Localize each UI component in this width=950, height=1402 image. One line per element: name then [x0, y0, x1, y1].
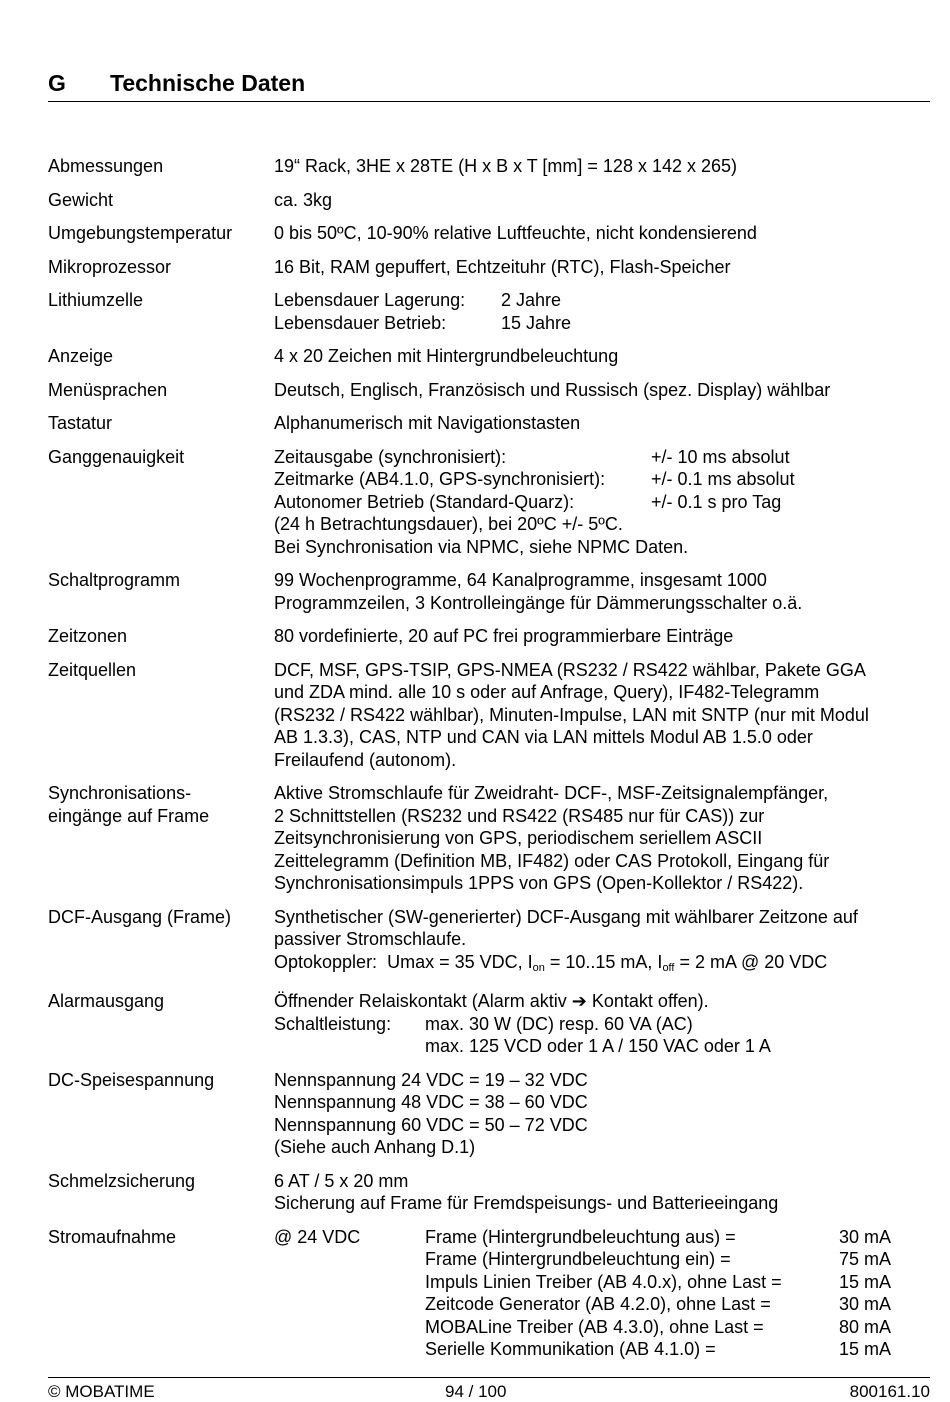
spec-label: Alarmausgang [48, 991, 165, 1011]
consumer-current: 15 mA [839, 1339, 892, 1359]
spec-value: 4 x 20 Zeichen mit Hintergrundbeleuchtung [274, 346, 619, 366]
spec-label: Gewicht [48, 189, 114, 210]
text-line: DCF, MSF, GPS-TSIP, GPS-NMEA (RS232 / RS422 wählbar, Pakete GGA [274, 659, 866, 680]
spec-row-tastatur [48, 412, 930, 435]
text-part: Kontakt offen). [586, 991, 709, 1011]
consumer-current: 30 mA [839, 1294, 892, 1314]
spec-row-dcf-ausgang [48, 906, 930, 980]
section-title: Technische Daten [110, 70, 306, 96]
kv-key: Lebensdauer Betrieb: [274, 312, 447, 333]
spec-value: Deutsch, Englisch, Französisch und Russisch (spez. Display) wählbar [274, 379, 831, 400]
footer-copyright: © MOBATIME [48, 1382, 155, 1401]
consumer-current: 15 mA [839, 1271, 892, 1292]
spec-row-zeitquellen [48, 659, 930, 772]
kv-value-end: = 2 mA @ 20 VDC [674, 951, 828, 972]
optokoppler-line [274, 951, 930, 980]
consumer-name: MOBALine Treiber (AB 4.3.0), ohne Last = [425, 1316, 764, 1337]
kv-key: Schaltleistung: [274, 1013, 392, 1034]
kv-key: Zeitmarke (AB4.1.0, GPS-synchronisiert): [274, 469, 606, 489]
text-line: Programmzeilen, 3 Kontrolleingänge für Dämmerungsschalter o.ä. [274, 592, 803, 613]
spec-label: DCF-Ausgang (Frame) [48, 906, 232, 927]
kv-value: max. 125 VCD oder 1 A / 150 VAC oder 1 A [425, 1036, 771, 1056]
spec-value: Alphanumerisch mit Navigationstasten [274, 413, 581, 433]
page-footer [48, 1377, 930, 1401]
kv-line [274, 289, 930, 312]
subscript-off: off [662, 961, 675, 974]
spec-label: Zeitzonen [48, 626, 128, 646]
spec-value [274, 1226, 930, 1361]
consumer-name: Zeitcode Generator (AB 4.2.0), ohne Last = [425, 1294, 771, 1314]
kv-line [274, 446, 930, 469]
kv-value: 15 Jahre [501, 312, 572, 333]
spec-row-lithium [48, 289, 930, 334]
spec-row-alarmausgang [48, 990, 930, 1058]
text-line: und ZDA mind. alle 10 s oder auf Anfrage, Query), IF482-Telegramm [274, 682, 820, 702]
kv-line [274, 1013, 930, 1036]
text-line: Aktive Stromschlaufe für Zweidraht- DCF-, MSF-Zeitsignalempfänger, [274, 783, 829, 803]
consumer-current: 80 mA [839, 1316, 892, 1337]
text-line: Bei Synchronisation via NPMC, siehe NPMC Daten. [274, 536, 689, 557]
kv-line [274, 1035, 930, 1058]
spec-value [274, 1170, 930, 1215]
spec-label: Stromaufnahme [48, 1226, 177, 1247]
kv-value-mid: = 10..15 mA, I [544, 951, 663, 972]
consumer-current: 75 mA [839, 1249, 892, 1269]
text-line: 99 Wochenprogramme, 64 Kanalprogramme, insgesamt 1000 [274, 570, 767, 590]
kv-line [274, 468, 930, 491]
spec-row-menuesprachen [48, 379, 930, 402]
kv-key: Autonomer Betrieb (Standard-Quarz): [274, 491, 575, 512]
spec-value: 0 bis 50ºC, 10-90% relative Luftfeuchte, nicht kondensierend [274, 223, 757, 243]
spec-value [274, 906, 930, 980]
consumer-current: 30 mA [839, 1226, 892, 1247]
spec-value [274, 990, 930, 1058]
spec-value [274, 782, 930, 895]
spec-row-umgebung [48, 222, 930, 245]
consumer-name: Impuls Linien Treiber (AB 4.0.x), ohne Last = [425, 1271, 782, 1292]
text-line: Nennspannung 24 VDC = 19 – 32 VDC [274, 1069, 588, 1090]
consumer-name: Frame (Hintergrundbeleuchtung aus) = [425, 1226, 736, 1247]
section-letter: G [48, 70, 66, 96]
voltage-label: @ 24 VDC [274, 1226, 361, 1247]
spec-row-abmessungen [48, 155, 930, 178]
arrow-right-icon: ➔ [571, 991, 587, 1011]
spec-row-dc-speisespannung [48, 1069, 930, 1159]
spec-row-ganggenauigkeit [48, 446, 930, 559]
spec-table [48, 155, 930, 1372]
spec-row-schaltprogramm [48, 569, 930, 614]
spec-row-mikroprozessor [48, 256, 930, 279]
text-line: Nennspannung 48 VDC = 38 – 60 VDC [274, 1092, 588, 1112]
text-line: Nennspannung 60 VDC = 50 – 72 VDC [274, 1114, 588, 1135]
spec-label: Zeitquellen [48, 659, 137, 680]
text-line: 2 Schnittstellen (RS232 und RS422 (RS485 nur für CAS)) zur [274, 805, 765, 826]
spec-label: Schmelzsicherung [48, 1170, 196, 1191]
spec-row-zeitzonen [48, 625, 930, 648]
kv-value: +/- 0.1 ms absolut [651, 469, 795, 489]
text-line: Sicherung auf Frame für Fremdspeisungs- und Batterieeingang [274, 1193, 779, 1213]
spec-label: Tastatur [48, 413, 113, 433]
text-line: 6 AT / 5 x 20 mm [274, 1170, 409, 1191]
kv-key: Zeitausgabe (synchronisiert): [274, 446, 507, 467]
spec-row-schmelzsicherung [48, 1170, 930, 1215]
kv-value: max. 30 W (DC) resp. 60 VA (AC) [425, 1013, 693, 1034]
text-line: (24 h Betrachtungsdauer), bei 20ºC +/- 5ºC. [274, 514, 623, 534]
spec-value [274, 569, 930, 614]
kv-value: +/- 10 ms absolut [651, 446, 790, 467]
spec-value: 19“ Rack, 3HE x 28TE (H x B x T [mm] = 128 x 142 x 265) [274, 156, 738, 176]
kv-value: 2 Jahre [501, 290, 562, 310]
kv-key: Lebensdauer Lagerung: [274, 290, 466, 310]
spec-value [274, 289, 930, 334]
footer-page-number: 94 / 100 [445, 1382, 507, 1401]
text-line: Synthetischer (SW-generierter) DCF-Ausgang mit wählbarer Zeitzone auf [274, 906, 858, 927]
section-heading [48, 70, 930, 102]
footer-doc-number: 800161.10 [849, 1382, 930, 1401]
spec-label: Umgebungstemperatur [48, 223, 233, 243]
spec-label: Synchronisations- eingänge auf Frame [48, 783, 210, 826]
text-line: Synchronisationsimpuls 1PPS von GPS (Open-Kollektor / RS422). [274, 873, 804, 893]
text-part: Öffnender Relaiskontakt (Alarm aktiv [274, 991, 572, 1011]
kv-line [274, 312, 930, 335]
text-line: Zeittelegramm (Definition MB, IF482) oder CAS Protokoll, Eingang für [274, 850, 830, 871]
consumer-name: Frame (Hintergrundbeleuchtung ein) = [425, 1249, 731, 1269]
spec-row-stromaufnahme [48, 1226, 930, 1361]
spec-label: Lithiumzelle [48, 290, 144, 310]
kv-value: Umax = 35 VDC, I [387, 951, 533, 972]
text-line: (Siehe auch Anhang D.1) [274, 1137, 476, 1157]
subscript-on: on [532, 961, 545, 974]
spec-label: Schaltprogramm [48, 570, 181, 590]
spec-value: ca. 3kg [274, 189, 333, 210]
spec-label: Mikroprozessor [48, 256, 172, 277]
consumer-name: Serielle Kommunikation (AB 4.1.0) = [425, 1339, 716, 1359]
spec-label: Menüsprachen [48, 379, 168, 400]
text-line: passiver Stromschlaufe. [274, 929, 467, 949]
spec-value: 16 Bit, RAM gepuffert, Echtzeituhr (RTC), Flash-Speicher [274, 256, 731, 277]
spec-label: Abmessungen [48, 156, 164, 176]
spec-row-gewicht [48, 189, 930, 212]
text-line [274, 990, 930, 1013]
spec-value [274, 1069, 930, 1159]
spec-row-synchronisation [48, 782, 930, 895]
text-line: Freilaufend (autonom). [274, 749, 457, 770]
kv-line [274, 491, 930, 514]
spec-label: DC-Speisespannung [48, 1069, 215, 1090]
text-line: AB 1.3.3), CAS, NTP und CAN via LAN mittels Modul AB 1.5.0 oder [274, 727, 813, 747]
spec-value [274, 446, 930, 559]
kv-value: +/- 0.1 s pro Tag [651, 491, 782, 512]
spec-value: 80 vordefinierte, 20 auf PC frei programmierbare Einträge [274, 626, 734, 646]
kv-key: Optokoppler: [274, 951, 378, 972]
spec-row-anzeige [48, 345, 930, 368]
spec-label: Anzeige [48, 346, 114, 366]
spec-label: Ganggenauigkeit [48, 446, 185, 467]
text-line: Zeitsynchronisierung von GPS, periodischem seriellem ASCII [274, 828, 763, 848]
spec-value [274, 659, 930, 772]
text-line: (RS232 / RS422 wählbar), Minuten-Impulse, LAN mit SNTP (nur mit Modul [274, 704, 869, 725]
